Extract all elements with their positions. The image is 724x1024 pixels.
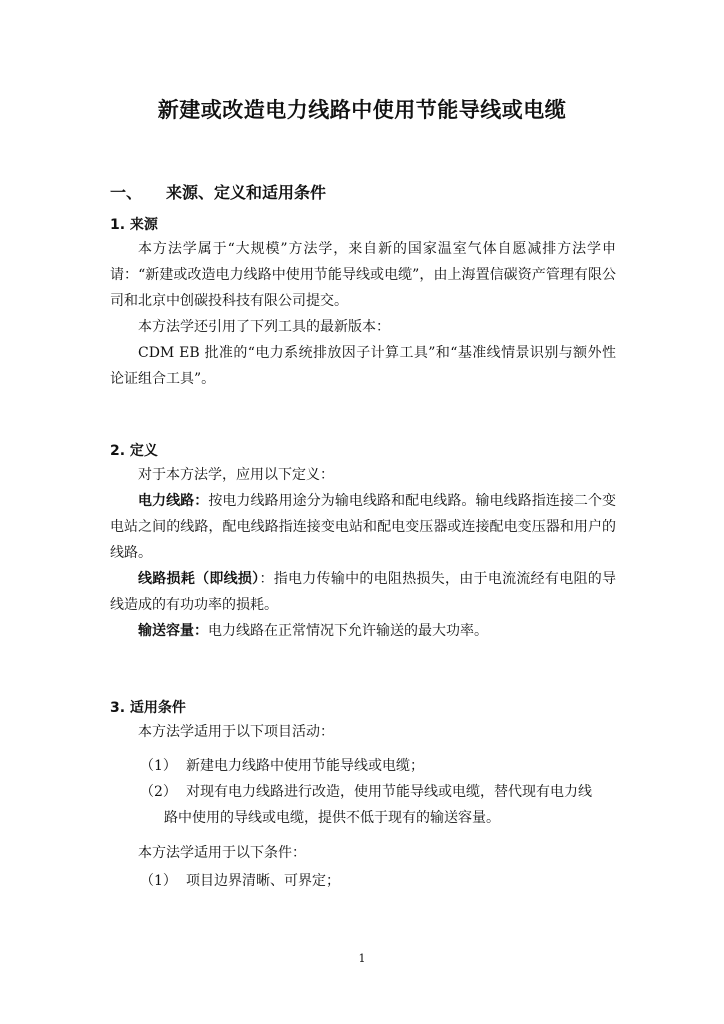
paragraph-activities-intro: 本方法学适用于以下项目活动： (138, 724, 334, 740)
paragraph-definitions-intro: 对于本方法学，应用以下定义： (138, 467, 334, 483)
section-heading (110, 180, 326, 203)
definition-power-line (110, 488, 616, 566)
definition-term: 电力线路： (138, 493, 209, 509)
definition-text: 电力线路在正常情况下允许输送的最大功率。 (208, 623, 488, 639)
subsection-heading-source: 1. 来源 (110, 217, 158, 233)
list-item-text: 新建电力线路中使用节能导线或电缆； (186, 758, 424, 774)
list-marker: （2） (140, 784, 177, 800)
definition-capacity (110, 618, 616, 644)
document-title: 新建或改造电力线路中使用节能导线或电缆 (157, 98, 567, 122)
paragraph-tools-intro: 本方法学还引用了下列工具的最新版本： (138, 319, 390, 335)
definition-text: ：指电力传输中的电阻热损失，由于电流流经有电阻的导线造成的有功功率的损耗。 (110, 571, 617, 613)
subsection-heading-definitions: 2. 定义 (110, 443, 158, 459)
list-item (140, 779, 616, 831)
section-title: 来源、定义和适用条件 (166, 183, 327, 202)
paragraph-tools: CDM EB 批准的“电力系统排放因子计算工具”和“基准线情景识别与额外性论证组合工具”。 (110, 345, 616, 387)
list-item-text: 对现有电力线路进行改造，使用节能导线或电缆，替代现有电力线 (186, 784, 592, 800)
definition-line-loss (110, 566, 616, 618)
list-marker: （1） (140, 758, 177, 774)
page-number: 1 (358, 952, 366, 965)
list-item-text: 项目边界清晰、可界定； (186, 873, 340, 889)
list-item (140, 868, 616, 894)
definition-text: 按电力线路用途分为输电线路和配电线路。输电线路指连接二个变电站之间的线路，配电线路指连接变电站和配电变压器或连接配电变压器和用户的线路。 (110, 493, 617, 561)
list-item (140, 753, 616, 779)
list-item-continuation: 路中使用的导线或电缆，提供不低于现有的输送容量。 (164, 810, 500, 826)
definition-term: 输送容量： (138, 623, 208, 639)
paragraph-conditions-intro: 本方法学适用于以下条件： (138, 845, 306, 861)
paragraph-source: 本方法学属于“大规模”方法学，来自新的国家温室气体自愿减排方法学申请：“新建或改造电力线路中使用节能导线或电缆”，由上海置信碳资产管理有限公司和北京中创碳投科技有限公司提交。 (110, 241, 616, 309)
subsection-heading-applicability: 3. 适用条件 (110, 700, 186, 716)
section-number: 一、 (110, 183, 143, 202)
list-marker: （1） (140, 873, 177, 889)
definition-term: 线路损耗（即线损） (138, 571, 260, 587)
